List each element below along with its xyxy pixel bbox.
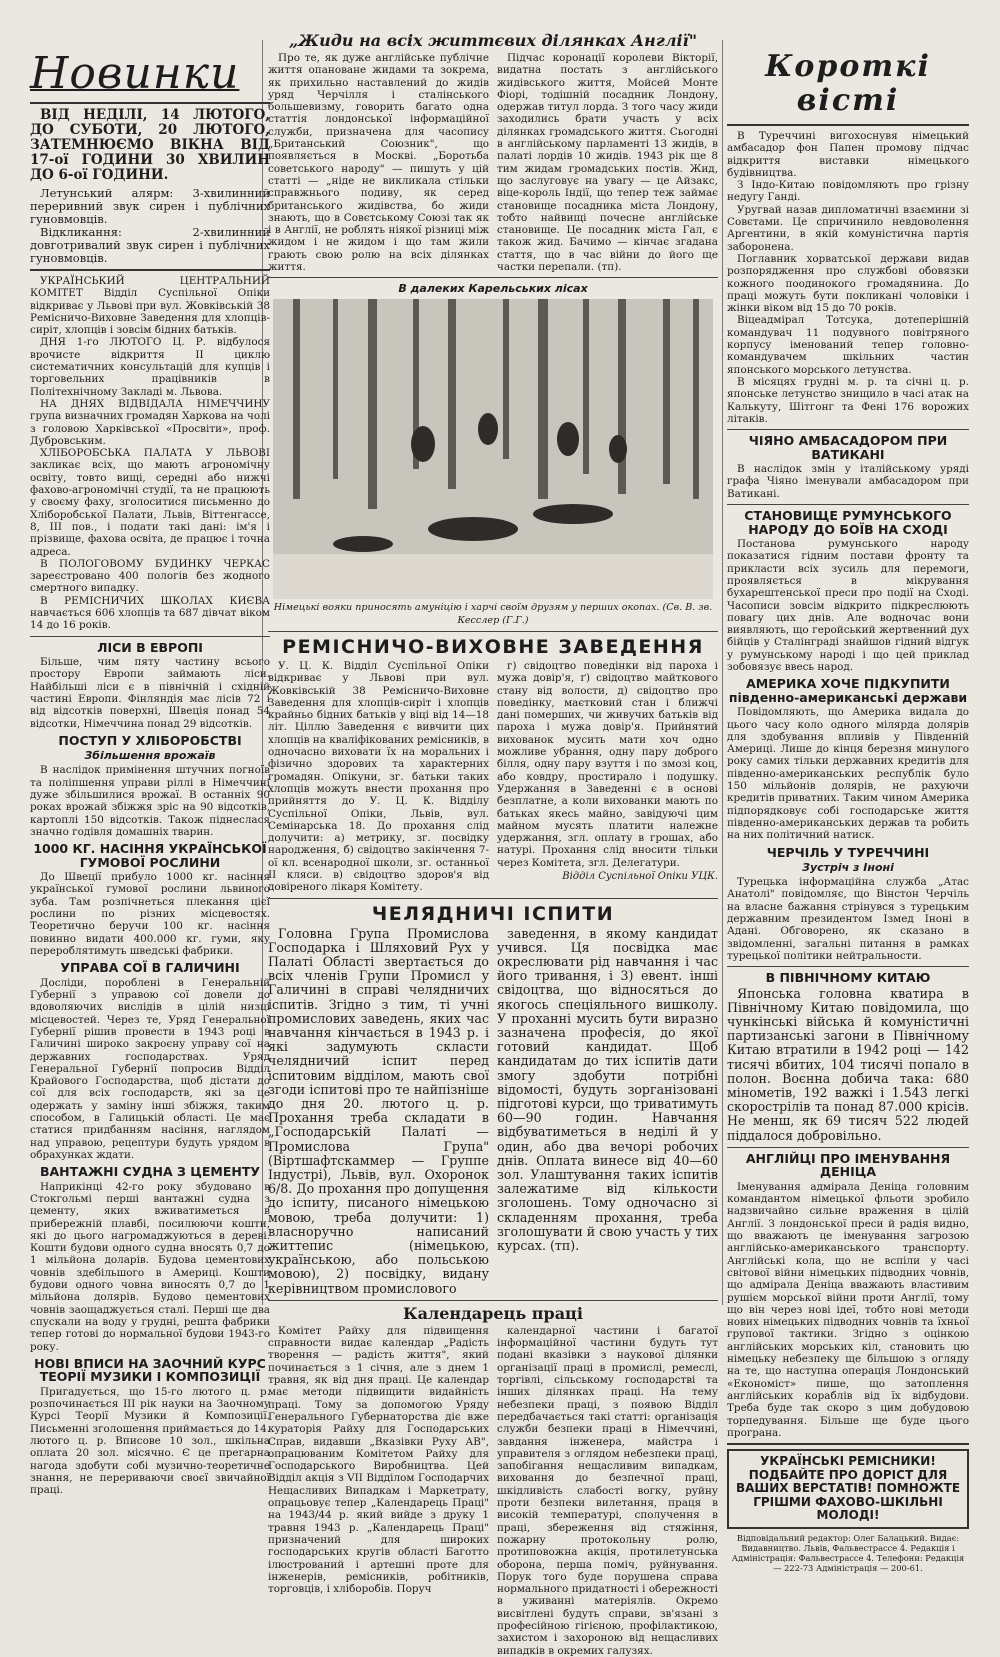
article-title: АМЕРИКА ХОЧЕ ПІДКУПИТИ південно-американські держави: [728, 676, 968, 705]
article-text: Про те, як дуже англійське публічне життя опановане жидами та зокрема, як прихильно наставлений до жидів уряд Черчілля і сталінського большевизму, говорить багато одна статтія лондонської інформаційної служби, призначена для часопису „Британський Союзник", що появляється в Москві. „Боротьба советського народу" — пишуть у цій статті — „ніде не викликала стільки справжнього подиву, як серед британського жидівства, бо жиди знають, що в Совєтському Союзі так як і в Англії, не роблять ніякої різниці між жидом і не жидом і що там жили грають свою ролю на всіх ділянках життя.: [268, 52, 489, 274]
imprint: Відповідальний редактор: Олег Балацький. Видає: Видавництво. Львів, Фальвестрассе 4. Редакція і Адміністрація: Фальвестрассе 4. Телефони: Редакція — 222-73 Адміністрація — 200-61.: [731, 1532, 965, 1573]
divider: [268, 898, 718, 899]
divider: [727, 429, 969, 430]
article-title: ВАНТАЖНІ СУДНА З ЦЕМЕНТУ: [39, 1164, 261, 1180]
left-column: [30, 48, 270, 1497]
article-text: В наслідок примінення штучних погноїв та поліпшення управи ріллі в Німеччині дуже збільшилися врожаї. В останніх 90 роках врожай збіжжя зріс на 90 відсотків, картоплі 150 відсотків. Також піднеслася значно годівля домашніх тварин.: [30, 764, 270, 838]
appeal-box: [727, 1449, 969, 1529]
news-item: В ПОЛОГОВОМУ БУДИНКУ ЧЕРКАС зареєстровано 400 пологів без жодного смертного випадку.: [30, 557, 270, 595]
article-subtitle: Збільшення врожаїв: [84, 749, 216, 763]
right-column: [727, 49, 969, 1573]
divider: [268, 1300, 718, 1301]
article-body: [268, 1325, 718, 1657]
article-text: календарної частини і багатої інформаційної частини будуть тут подані вказівки з наукової ділянки організації праці в промислі, ремеслі, торгівлі, сільському господарстві та інших ділянках праці. На тему небезпеки праці, з появою Відділ передбачається такі статті: організація служби безпеки праці в Німеччині, завдання інженера, майстра і управителя з оглядом небезпеки праці, запобігання нещасливим випадкам, виховання до безпечної праці, шкідливість слабості вогку, руйну проти безпеки вилетання, праця в високій температурі, сполучення в праці, збереження від стяжіння, пожарну протокольну ролю, протиповожна акція, протилетунська оборона, перша поміч, руйнування. Порук того буде порушена справа нормального придатності і обережності в уживанні матеріялів. Окремо висвітлені будуть справи, зв'язані з професійною гігієною, профілактикою, захистом і захороною від нещасливих випадків в окремих галузях.: [497, 1324, 718, 1657]
news-item: Поглавник хорватської держави видав розпорядження про службові обовязки кожного поодинокого громадянина. До праці можуть бути покликані чоловіки і жінки віком від 15 до 70 років.: [727, 252, 969, 315]
article-text: Пригадується, що 15-го лютого ц. р. розпочинається ІІІ рік науки на Заочному Курсі Теорії Музики й Композиції. Письменні зголошення приймається до 14. лютого ц. р. Вписове 10 зол., шкільна оплата 20 зол. місячно. Є це прегарна нагода здобути собі музично-теоретичне знання, не перериваючи своєї звичайної праці.: [30, 1385, 270, 1497]
alarm-text: Відкликання: 2-хвилинний довготривалий звук сирен і публічних гуновмовців.: [30, 225, 270, 265]
article-title: АНГЛІЙЦІ ПРО ІМЕНУВАННЯ ДЕНІЦА: [745, 1150, 951, 1180]
news-item: ДНЯ 1-го ЛЮТОГО Ц. Р. відбулося врочисте відкриття II циклю систематичних консультацій для купців і торговельних працівників в Політехнічному Закладі м. Львова.: [30, 336, 270, 398]
forest-photo: [273, 299, 713, 599]
article-title: УПРАВА СОЇ В ГАЛИЧИНІ: [60, 960, 240, 976]
article-text: В наслідок змін у італійському уряді графа Чіяно іменували амбасадором при Ватикані.: [727, 463, 969, 500]
article-title: ЧЕРЧІЛЬ У ТУРЕЧЧИНІ: [766, 844, 930, 860]
divider: [727, 504, 969, 505]
article-text: Більше, чим пяту частину всього простору Европи займають ліси. Найбільші ліси є в північній і східній частині Европи. Фінляндія має лісів 72 і від відсотків поверхні, Швеція понад 54 відсотки, Німеччина понад 29 відсотків.: [30, 656, 270, 730]
divider: [727, 966, 969, 967]
article-text: г) свідоцтво поведінки від пароха і мужа довір'я, ґ) свідоцтво майткового стану від волости, д) свідоцтво про поведінку, маєтковий стан і ближчі дані померших, чи живучих батьків від пароха і мужа довір'я. Прийнятий вихованок мусить мати хоч одно можливе убрання, одну пару доброго білля, одну пару взуття і по змозі коц, або ковдру, простирало і подушку. Удержання в Заведенні є в основі безплатне, а коли вихованки мають по батьках якесь майно, завідуючі цим майном мусять платити належне удержання, згл. оплату в грошах, або натурі. Прохання слід вносити тільки через Комітета, згл. Делегатури.: [497, 659, 718, 869]
blackout-notice: ВІД НЕДІЛІ, 14 ЛЮТОГО, ДО СУБОТИ, 20 ЛЮТОГО, ЗАТЕМНЮЄМО ВІКНА ВІД 17-ої ГОДИНИ 30 ХВИЛИН ДО 6-ої ГОДИНИ.: [30, 107, 270, 183]
article-text: Досліди, пороблені в Генеральній Губернії з управою сої довели до вдоволяючих вислідів в цілій низці місцевостей. Через те, Уряд Генеральної Губернії рішив провести в 1943 році в Галичині широко закроєну управу сої на державних господарствах. Уряд Генеральної Губернії попросив Відділ Крайового Господарства, щоб дістати до сої для всіх господарств, які за це одержать у заміну інші збіжжя, таким способом, в Галицькій області. Це має статися придбанням насіння, наглядом над управою, рецептури будуть урядом в обрахунках ждати.: [30, 976, 270, 1161]
article-text: Наприкінці 42-го року збудовано в Стокгольмі перші вантажні судна з цементу, яких вживатиметься в прибережній плавбі, посилюючи кошти, які до цього нагромаджуються в дереві. Кошти будови одного судна вносять 0,7 до 1 мільйона доларів. Будова цементових човнів здебільшого в Америці. Кошти будови одного човна виносять 0,7 до 1 мільйона долярів. Будово цементових човнів заощаджується сталі. Перші ще два спускали на воду у грудні, решта фабрики тепер готові до нормальної будови 1943-го року.: [30, 1180, 270, 1353]
photo-title: В далеких Карельських лісах: [398, 282, 588, 296]
article-text: Повідомляють, що Америка видала до цього часу коло одного мілярда долярів для здобування впливів у Південній Америці. Лише до кінця березня минулого року самих тільки державних кредитів для південно-американських республік було 150 мільйонів долярів, не рахуючи кредитів приватних. Таким чином Америка підпорядковує собі господарське життя південно-американських держав та робить на них політичний натиск.: [727, 706, 969, 842]
photo-credit: (Св. В. зв. Кесслер (Г.Г.): [457, 602, 713, 626]
news-item: Уругвай назав дипломатичні взаємини зі Совєтами. Це спричинило невдоволення Аргентини, в якій комуністична партія заборонена.: [727, 203, 969, 253]
divider: [30, 636, 270, 637]
article-title: ПОСТУП У ХЛІБОРОБСТВІ: [58, 732, 242, 748]
news-item: В місяцях грудні м. р. та січні ц. р. японське летунство знищило в часі атак на Калькуту, Шітгонг та Фені 176 ворожих літаків.: [727, 375, 969, 425]
novynky-masthead: Новинки: [30, 48, 240, 99]
article-text: заведення, в якому кандидат учився. Ця посвідка має окреслювати рід навчання і час його тривання, і 3) евент. інші свідоцтва, що відносяться до якогось спеціяльного вишколу. У проханні мусить бути виразно зазначена професія, до якої готовий кандидат. Щоб кандидатам до тих іспитів дати змогу здобути потрібні відомості, будуть зорганізовані підготові курси, що триватимуть 60—90 годин. Навчання відбуватиметься в неділі й у один, або два вечорі робочих днів. Оплата винесе від 40—60 зол. Улаштування таких іспитів залежатиме від кількости зголошень. Тому одночасно зі складенням прохання, треба зголошувати й свою участь у тих курсах. (тп).: [497, 925, 718, 1254]
article-title: ЧІЯНО АМБАСАДОРОМ ПРИ ВАТИКАНІ: [748, 433, 948, 462]
news-item: НА ДНЯХ ВІДВІДАЛА НІМЕЧЧИНУ група визначних громадян Харкова на чолі з головою Харківської «Просвіти», проф. Дубровським.: [30, 397, 270, 447]
korotki-visti-masthead: Короткі вісті: [765, 49, 931, 118]
divider: [268, 631, 718, 632]
divider: [727, 124, 969, 126]
column-divider: [722, 40, 723, 1305]
divider: [30, 269, 270, 271]
news-item: В РЕМІСНИЧИХ ШКОЛАХ КИЄВА навчається 606 хлопців та 687 дівчат віком 14 до 16 років.: [30, 594, 270, 632]
middle-column: [268, 28, 718, 1657]
article-body: [268, 52, 718, 273]
article-title: Календарець праці: [403, 1303, 583, 1323]
article-title: НОВІ ВПИСИ НА ЗАОЧНИЙ КУРС ТЕОРІЇ МУЗИКИ І КОМПОЗИЦІЇ: [34, 1355, 266, 1385]
divider: [268, 277, 718, 278]
article-body: [268, 927, 718, 1296]
divider: [727, 1443, 969, 1445]
news-item: В Туреччині вигохоснувя німецький амбасадор фон Папен промову підчас відкриття виставки німецького будівництва.: [727, 130, 969, 179]
article-text: Головна Група Промислова Господарка і Шляховий Рух у Палаті Області звертається до всіх членів Групи Промисл у Галичині в справі челядничих іспитів. Згідно з тим, ті учні промислових заведень, яких час навчання кінчається в 1943 р. і які задумують скласти челядничий іспит перед іспитовим відділом, мають свої згоди іспитові про те найпізніше до дня 20. лютого ц. р. Прохання треба складати в „Господарській Палаті — Промислова Група" (Віртшафтскаммер — Группе Індустрі), Львів, вул. Охоронок 6/8. До прохання про допущення до іспиту, писаного німецькою мовою, треба долучити: 1) власноручно написаний життепис (німецькою, українською, або польською мовою), 2) посвідку, видану керівництвом промислового: [268, 925, 489, 1296]
article-text: Турецька інформаційна служба „Атас Анатолі" повідомляє, що Вінстон Черчіль на власне бажання стрінувся з турецьким державним президентом Ізмед Іноні в Адані. Обговорено, як сказано в звідомленні, загальні питання в рамках турецької політики нейтральности.: [727, 876, 969, 962]
divider: [727, 1147, 969, 1148]
divider: [30, 102, 270, 104]
news-item: Віцеадмірал Тотсука, дотеперішній командувач 11 подувного повітряного корпусу іменований тепер головно-командувачем шкільних частин японського морського летунства.: [727, 314, 969, 376]
article-title: СТАНОВИЩЕ РУМУНСЬКОГО НАРОДУ ДО БОЇВ НА СХОДІ: [744, 508, 952, 537]
article-text: Комітет Райху для підвищення справности видає календар „Радість творення — радість життя", який починається з 1 січня, але з днем 1 травня, як від дня праці. Це календар має методи підвищити видайність праці. Тому за допомогою Уряду Генерального Губернаторства діє вже кураторія Райху для Господарських Справ, видавши „Вказівки Руху АВ", опрацюваним Комітетом Райху для Господарського Виробництва. Цей Відділ акція з VII Відділом Господарчих Нещасливих Випадкам і Маркетрату, опрацьовує тепер „Календарець Праці" на 1943/44 р. який вийде з друку 1 травня 1943 р. „Календарець Праці" призначений для широких господарських кругів області Баготто ілюстрований і артешні проте для інженерів, ремісників, робітників, торговців, і хліборобів. Поруч: [268, 1324, 489, 1596]
news-item: ХЛІБОРОБСЬКА ПАЛАТА У ЛЬВОВІ закликає всіх, що мають агрономічну освіту, товто вищі, середні або нижчі фахово-агрономічні студії, та не працюють у своєму фаху, зголоситися письменно до Хліборобської Палати, Львів, Віттенгассе, 8, III пов., і подати такі дані: ім'я і прізвище, фахова освіта, де працює і точна адреса.: [30, 447, 270, 558]
article-body: [268, 660, 718, 894]
article-title: 1000 КГ. НАСІННЯ УКРАЇНСЬКОЇ ГУМОВОЇ РОСЛИНИ: [33, 841, 267, 870]
article-title: „Жиди на всіх життєвих ділянках Англії": [288, 31, 698, 50]
article-title: В ПІВНІЧНОМУ КИТАЮ: [765, 970, 931, 986]
article-text: Підчас коронації королеви Вікторії, видатна постать з англійського жидівського життя, Мойсей Монте Фіорі, тодішній посадник Лондону, одержав титул лорда. З того часу жиди заходились брати участь у всіх ділянках громадського життя. Сьогодні в англійському парламенті 13 жидів, в палаті лордів 10 жидів. 1943 рік ще 8 тим жидам громадських постів. Жид, що заслуговує на увагу — це Айзакс, віце-король Індії, що тепер теж займає становище посадника міста Лондону, тобто найвищі почесне англійське становище. Це посадник міста Гал, є також жид. Бачимо — кінчає згадана стаття, що в час війни до його ще частки перепали. (тп).: [497, 52, 718, 274]
article-title: ЧЕЛЯДНИЧІ ІСПИТИ: [371, 902, 615, 925]
snow-forest-soldiers-image: [273, 299, 713, 599]
news-item: УКРАЇНСЬКИЙ ЦЕНТРАЛЬНИЙ КОМІТЕТ Відділ Суспільної Опіки відкриває у Львові при вул. Жовківській 38 Ремісничо-Виховне Заведення для хлопців-сиріт, хлопців і зовсім бідних батьків.: [30, 275, 270, 337]
article-text: Іменування адмірала Деніца головним командантом німецької фльоти зробило надзвичайно сильне враження в цілій Англії. З лондонської преси й радія видно, що вважають це іменування загрозою англійсько-американського транспорту. Англійські кола, що не вспіли у часі світової війни німецьких підводних човнів, що адмірала Деніца вважають властивим рушієм морської війни проти Англії, тому що він через нові ідеї, тобто нові методи нових німецьких підводних човнів та їхньої групової тактики. Згідно з оцінкою англійських морських кіл, становить цю німецьку небезпеку ще більшою з огляду на те, що наступна операція Лондонський «Економіст» пише, що затоплення англійських кораблів від їх відбудови. Треба буде так скоро з цим добудовою торпедування. Більше ще буде цього програна.: [727, 1180, 969, 1439]
article-subtitle: Зустріч з Іноні: [802, 861, 894, 875]
article-text: До Швеції прибуло 1000 кг. насіння української гумової рослини львиного зуба. Там розпічнеться плекання цієї рослини по різних місцевостях. Теоретично беручи 100 кг. насіння повинно видати 400.000 кг. гуми, яку перероблятимуть шведські фабрики.: [30, 871, 270, 957]
article-text: Японська головна кватира в Північному Китаю повідомила, що чункінські війська й комуністичні партизанські загони в Північному Китаю втратили в 1942 році — 142 тисячі вбитих, 104 тисячі попало в полон. Воєнна добича така: 680 мінометів, 192 важкі і 1.543 легкі скорострілів та понад 87.000 крісів. Не менш, як 69 тисяч 522 людей піддалося добровільно.: [727, 985, 969, 1143]
article-text: Постанова румунського народу показатися гідним постави фронту та прикласти всіх зусиль для перемоги, проявляється в мікрування бухарештенської преси про події на Сході. Часописи зовсім відкрито підкреслюють повагу цих днів. Але водночас вони виявляють, що геройський жертвенний дух бійців у Сталінграді знайшов гідний відгук у румунському народі і що цей приклад зобовязує ввесь народ.: [727, 538, 969, 673]
appeal-text: УКРАЇНСЬКІ РЕМІСНИКИ! ПОДБАЙТЕ ПРО ДОРІСТ ДЛЯ ВАШИХ ВЕРСТАТІВ! ПОМНОЖТЕ ГРІШМИ ФАХОВО-ШКІЛЬНІ МОЛОДІ!: [735, 1454, 961, 1523]
article-title: РЕМІСНИЧО-ВИХОВНЕ ЗАВЕДЕННЯ: [282, 635, 704, 658]
alarm-text: Летунський алярм: 3-хвилинний переривний звук сирен і публічних гуновмовців.: [30, 186, 270, 226]
caption-text: Німецькі вояки приносять амуніцію і харчі своїм друзям у перших окопах.: [273, 602, 660, 614]
article-text: У. Ц. К. Відділ Суспільної Опіки відкриває у Львові при вул. Жовківській 38 Ремісничо-Виховне Заведення для хлопців-сиріт і хлопців крайньо бідних батьків у віці від 14—18 літ. Ціллю Заведення є вивчити цих хлопців на кваліфікованих ремісників, в одночасно виховати їх на моральних і фізично здорових та характерних громадян. Опікуни, зг. батьки таких хлопців можуть внести прохання про прийняття до У. Ц. К. Відділу Суспільної Опіки, Львів, вул. Семінарська 18. До прохання слід долучити: а) метрику, зг. посвідку народження, б) свідоцтво закінчення 7-ої кл. всенародної школи, зг. останньої ІІ кляси. в) свідоцтво здоров'я від довіреного лікаря Комітету.: [268, 659, 489, 894]
news-item: З Індо-Китаю повідомляють про грізну недугу Ганді.: [727, 179, 969, 204]
article-signature: Відділ Суспільної Опіки УЦК.: [562, 870, 718, 882]
photo-caption: [268, 602, 718, 627]
article-title: ЛІСИ В ЕВРОПІ: [97, 639, 203, 655]
